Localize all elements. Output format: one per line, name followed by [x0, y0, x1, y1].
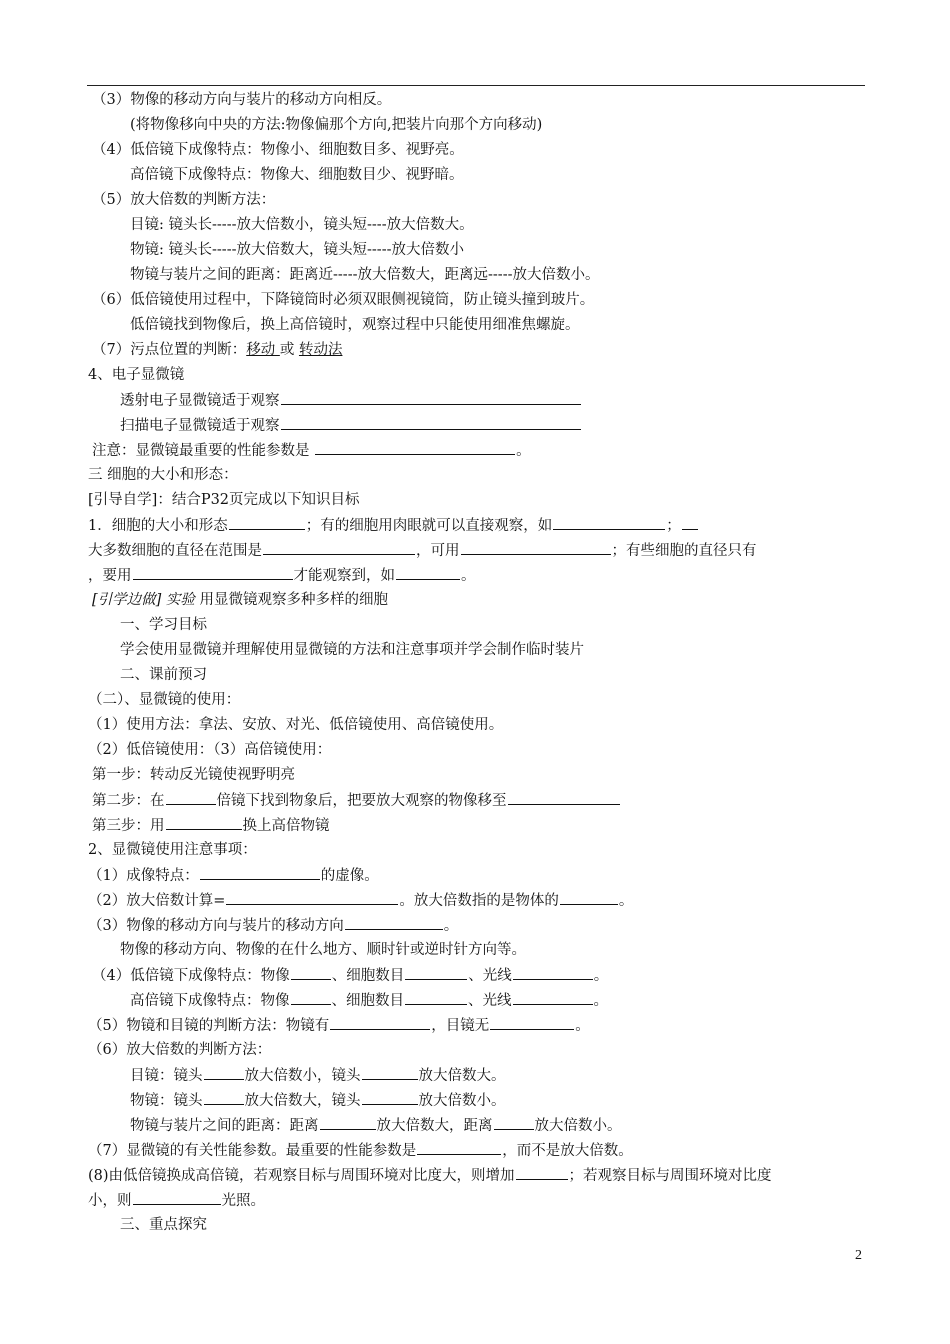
- text-line: [88, 465, 238, 485]
- text-line: [120, 665, 207, 685]
- text-line: [92, 290, 594, 310]
- text-segment: （6）放大倍数的判断方法：: [88, 1042, 272, 1058]
- text-segment: 三 细胞的大小和形态：: [88, 467, 238, 483]
- text-line: [88, 840, 257, 860]
- text-segment: （1）成像特点：: [88, 868, 199, 884]
- text-segment: 一、学习目标: [120, 617, 207, 633]
- fill-in-blank[interactable]: [229, 515, 305, 530]
- text-segment: 放大倍数大。: [418, 1068, 506, 1084]
- text-line: [92, 790, 621, 811]
- text-segment: 。: [575, 1018, 590, 1034]
- text-segment: 放大倍数大，镜头: [244, 1093, 361, 1109]
- text-line: [92, 440, 531, 461]
- fill-in-blank[interactable]: [291, 965, 331, 980]
- text-segment: 放大倍数小。: [418, 1093, 506, 1109]
- fill-in-blank[interactable]: [226, 890, 398, 905]
- text-segment: 。: [618, 893, 634, 909]
- text-segment: ，目镜无: [431, 1018, 490, 1034]
- page-number: 2: [855, 1248, 862, 1263]
- text-line: [120, 615, 207, 635]
- text-segment: 2、显微镜使用注意事项：: [88, 842, 257, 858]
- text-segment: 、细胞数目: [331, 993, 404, 1009]
- text-line: [88, 1165, 772, 1186]
- fill-in-blank[interactable]: [166, 815, 242, 830]
- text-segment: ，可用: [416, 543, 460, 559]
- text-segment: 或: [279, 342, 299, 358]
- text-line: [120, 940, 526, 960]
- fill-in-blank[interactable]: [494, 1115, 534, 1130]
- text-line: [130, 115, 542, 135]
- text-segment: (8)由低倍镜换成高倍镜，若观察目标与周围环境对比度大，则增加: [88, 1168, 515, 1184]
- text-line: [88, 890, 633, 911]
- text-segment: 放大倍数大，距离: [376, 1118, 493, 1134]
- text-segment: 。: [443, 918, 459, 934]
- text-line: [88, 540, 757, 561]
- fill-in-blank[interactable]: [330, 1015, 430, 1030]
- text-segment: 透射电子显微镜适于观察: [120, 393, 280, 409]
- text-segment: 物镜与装片之间的距离：距离近-----放大倍数大，距离远-----放大倍数小。: [130, 267, 600, 283]
- text-line: [92, 190, 275, 210]
- text-line: [120, 640, 584, 660]
- text-segment: 小，则: [88, 1193, 132, 1209]
- text-line: [130, 315, 580, 335]
- fill-in-blank[interactable]: [281, 415, 581, 430]
- text-segment: 放大倍数小，镜头: [244, 1068, 361, 1084]
- text-segment: （4）低倍镜下成像特点：物像小、细胞数目多、视野亮。: [92, 142, 464, 158]
- text-line: [130, 1090, 506, 1111]
- text-line: [120, 1215, 207, 1235]
- text-line: [92, 90, 391, 110]
- text-segment: 1．细胞的大小和形态: [88, 518, 228, 534]
- fill-in-blank[interactable]: [417, 1140, 501, 1155]
- text-line: [130, 265, 600, 285]
- text-line: [88, 1140, 633, 1161]
- fill-in-blank[interactable]: [204, 1065, 244, 1080]
- fill-in-blank[interactable]: [281, 390, 581, 405]
- text-segment: [引导自学]：结合P32页完成以下知识目标: [88, 492, 360, 508]
- text-segment: 用显微镜观察多种多样的细胞: [194, 592, 389, 608]
- text-segment: ，要用: [88, 568, 132, 584]
- text-segment: 放大倍数小。: [534, 1118, 622, 1134]
- text-segment: 第一步：转动反光镜使视野明亮: [92, 767, 295, 783]
- text-segment: 。: [516, 443, 531, 459]
- text-segment: 。: [593, 993, 608, 1009]
- text-segment: 第三步：用: [92, 818, 165, 834]
- text-line: [92, 140, 464, 160]
- text-segment: 扫描电子显微镜适于观察: [120, 418, 280, 434]
- text-segment: 物镜与装片之间的距离：距离: [130, 1118, 319, 1134]
- text-segment: 注意：显微镜最重要的性能参数是: [92, 443, 315, 459]
- text-segment: （二）、显微镜的使用：: [88, 692, 241, 708]
- text-line: [92, 965, 608, 986]
- text-segment: ，而不是放大倍数。: [502, 1143, 633, 1159]
- text-segment: 光照。: [221, 1193, 265, 1209]
- fill-in-blank[interactable]: [345, 915, 443, 930]
- fill-in-blank[interactable]: [516, 1165, 568, 1180]
- fill-in-blank[interactable]: [204, 1090, 244, 1105]
- text-line: [130, 240, 464, 260]
- text-segment: 4、电子显微镜: [88, 367, 185, 383]
- fill-in-blank[interactable]: [320, 1115, 376, 1130]
- text-segment: 才能观察到，如: [293, 568, 395, 584]
- fill-in-blank[interactable]: [553, 515, 665, 530]
- text-segment: 换上高倍物镜: [242, 818, 330, 834]
- fill-in-blank[interactable]: [461, 540, 611, 555]
- fill-in-blank[interactable]: [362, 1090, 418, 1105]
- text-segment: 物镜: 镜头长-----放大倍数大，镜头短-----放大倍数小: [130, 242, 464, 258]
- text-line: [130, 1065, 506, 1086]
- text-segment: 。: [593, 968, 609, 984]
- text-segment: 。: [461, 568, 476, 584]
- text-segment: （2）放大倍数计算=: [88, 893, 226, 909]
- text-segment: （1）使用方法：拿法、安放、对光、低倍镜使用、高倍镜使用。: [88, 717, 504, 733]
- text-line: [88, 740, 331, 760]
- text-segment: 学会使用显微镜并理解使用显微镜的方法和注意事项并学会制作临时装片: [120, 642, 584, 658]
- text-line: [88, 490, 360, 510]
- header-rule: [87, 85, 865, 86]
- fill-in-blank[interactable]: [513, 965, 593, 980]
- text-segment: ；: [666, 518, 681, 534]
- text-line: [88, 865, 379, 886]
- text-segment: 三、重点探究: [120, 1217, 207, 1233]
- fill-in-blank[interactable]: [405, 990, 467, 1005]
- text-segment: 物镜：镜头: [130, 1093, 203, 1109]
- text-line: [130, 990, 608, 1011]
- fill-in-blank[interactable]: [682, 515, 698, 530]
- fill-in-blank[interactable]: [133, 565, 293, 580]
- text-segment: 大多数细胞的直径在范围是: [88, 543, 262, 559]
- fill-in-blank[interactable]: [315, 440, 515, 455]
- fill-in-blank[interactable]: [200, 865, 320, 880]
- fill-in-blank[interactable]: [166, 790, 216, 805]
- italic-text: [引学边做] 实验: [92, 592, 195, 608]
- text-line: [120, 415, 582, 436]
- text-line: [92, 815, 330, 836]
- text-segment: （7）显微镜的有关性能参数。最重要的性能参数是: [88, 1143, 417, 1159]
- text-line: [130, 165, 464, 185]
- text-segment: （3）物像的移动方向与装片的移动方向: [88, 918, 344, 934]
- text-segment: 倍镜下找到物象后，把要放大观察的物像移至: [216, 793, 507, 809]
- text-segment: 二、课前预习: [120, 667, 207, 683]
- text-segment: ；有些细胞的直径只有: [611, 543, 757, 559]
- text-segment: （4）低倍镜下成像特点：物像: [92, 968, 290, 984]
- text-line: [88, 365, 184, 385]
- fill-in-blank[interactable]: [490, 1015, 574, 1030]
- fill-in-blank[interactable]: [263, 540, 415, 555]
- text-segment: 。放大倍数指的是物体的: [399, 893, 559, 909]
- underlined-text: 转动法: [298, 342, 343, 358]
- text-line: [88, 1190, 265, 1211]
- text-line: [88, 715, 503, 735]
- fill-in-blank[interactable]: [133, 1190, 221, 1205]
- text-segment: ；有的细胞用肉眼就可以直接观察，如: [305, 518, 553, 534]
- text-segment: 、细胞数目: [331, 968, 405, 984]
- fill-in-blank[interactable]: [513, 990, 593, 1005]
- text-segment: （3）物像的移动方向与装片的移动方向相反。: [92, 92, 392, 108]
- fill-in-blank[interactable]: [362, 1065, 418, 1080]
- text-segment: 目镜：镜头: [130, 1068, 203, 1084]
- text-line: [120, 390, 582, 411]
- text-segment: 第二步：在: [92, 793, 165, 809]
- text-line: [88, 515, 699, 536]
- text-segment: 目镜: 镜头长-----放大倍数小，镜头短----放大倍数大。: [130, 217, 474, 233]
- text-segment: 物像的移动方向、物像的在什么地方、顺时针或逆时针方向等。: [120, 942, 526, 958]
- text-segment: 、光线: [468, 993, 512, 1009]
- text-segment: 高倍镜下成像特点：物像: [130, 993, 290, 1009]
- text-segment: 、光线: [468, 968, 512, 984]
- text-segment: ；若观察目标与周围环境对比度: [568, 1168, 772, 1184]
- text-line: [130, 1115, 622, 1136]
- text-line: [92, 340, 342, 360]
- text-segment: 低倍镜找到物像后，换上高倍镜时，观察过程中只能使用细准焦螺旋。: [130, 317, 580, 333]
- text-segment: （5）物镜和目镜的判断方法：物镜有: [88, 1018, 330, 1034]
- fill-in-blank[interactable]: [508, 790, 620, 805]
- text-segment: （5）放大倍数的判断方法：: [92, 192, 276, 208]
- text-line: [88, 1040, 271, 1060]
- text-line: [92, 765, 295, 785]
- text-line: [88, 565, 476, 586]
- text-line: [88, 915, 458, 936]
- fill-in-blank[interactable]: [560, 890, 618, 905]
- text-line: [92, 590, 388, 610]
- text-line: [130, 215, 474, 235]
- fill-in-blank[interactable]: [396, 565, 460, 580]
- text-segment: 高倍镜下成像特点：物像大、细胞数目少、视野暗。: [130, 167, 464, 183]
- text-segment: （2）低倍镜使用：（3）高倍镜使用：: [88, 742, 332, 758]
- text-line: [88, 690, 240, 710]
- text-segment: 的虚像。: [320, 868, 379, 884]
- text-segment: (将物像移向中央的方法:物像偏那个方向,把装片向那个方向移动): [130, 117, 543, 133]
- underlined-text: 移动: [246, 342, 280, 358]
- text-segment: （6）低倍镜使用过程中，下降镜筒时必须双眼侧视镜筒，防止镜头撞到玻片。: [92, 292, 595, 308]
- fill-in-blank[interactable]: [291, 990, 331, 1005]
- text-segment: （7）污点位置的判断：: [92, 342, 247, 358]
- text-line: [88, 1015, 590, 1036]
- fill-in-blank[interactable]: [405, 965, 467, 980]
